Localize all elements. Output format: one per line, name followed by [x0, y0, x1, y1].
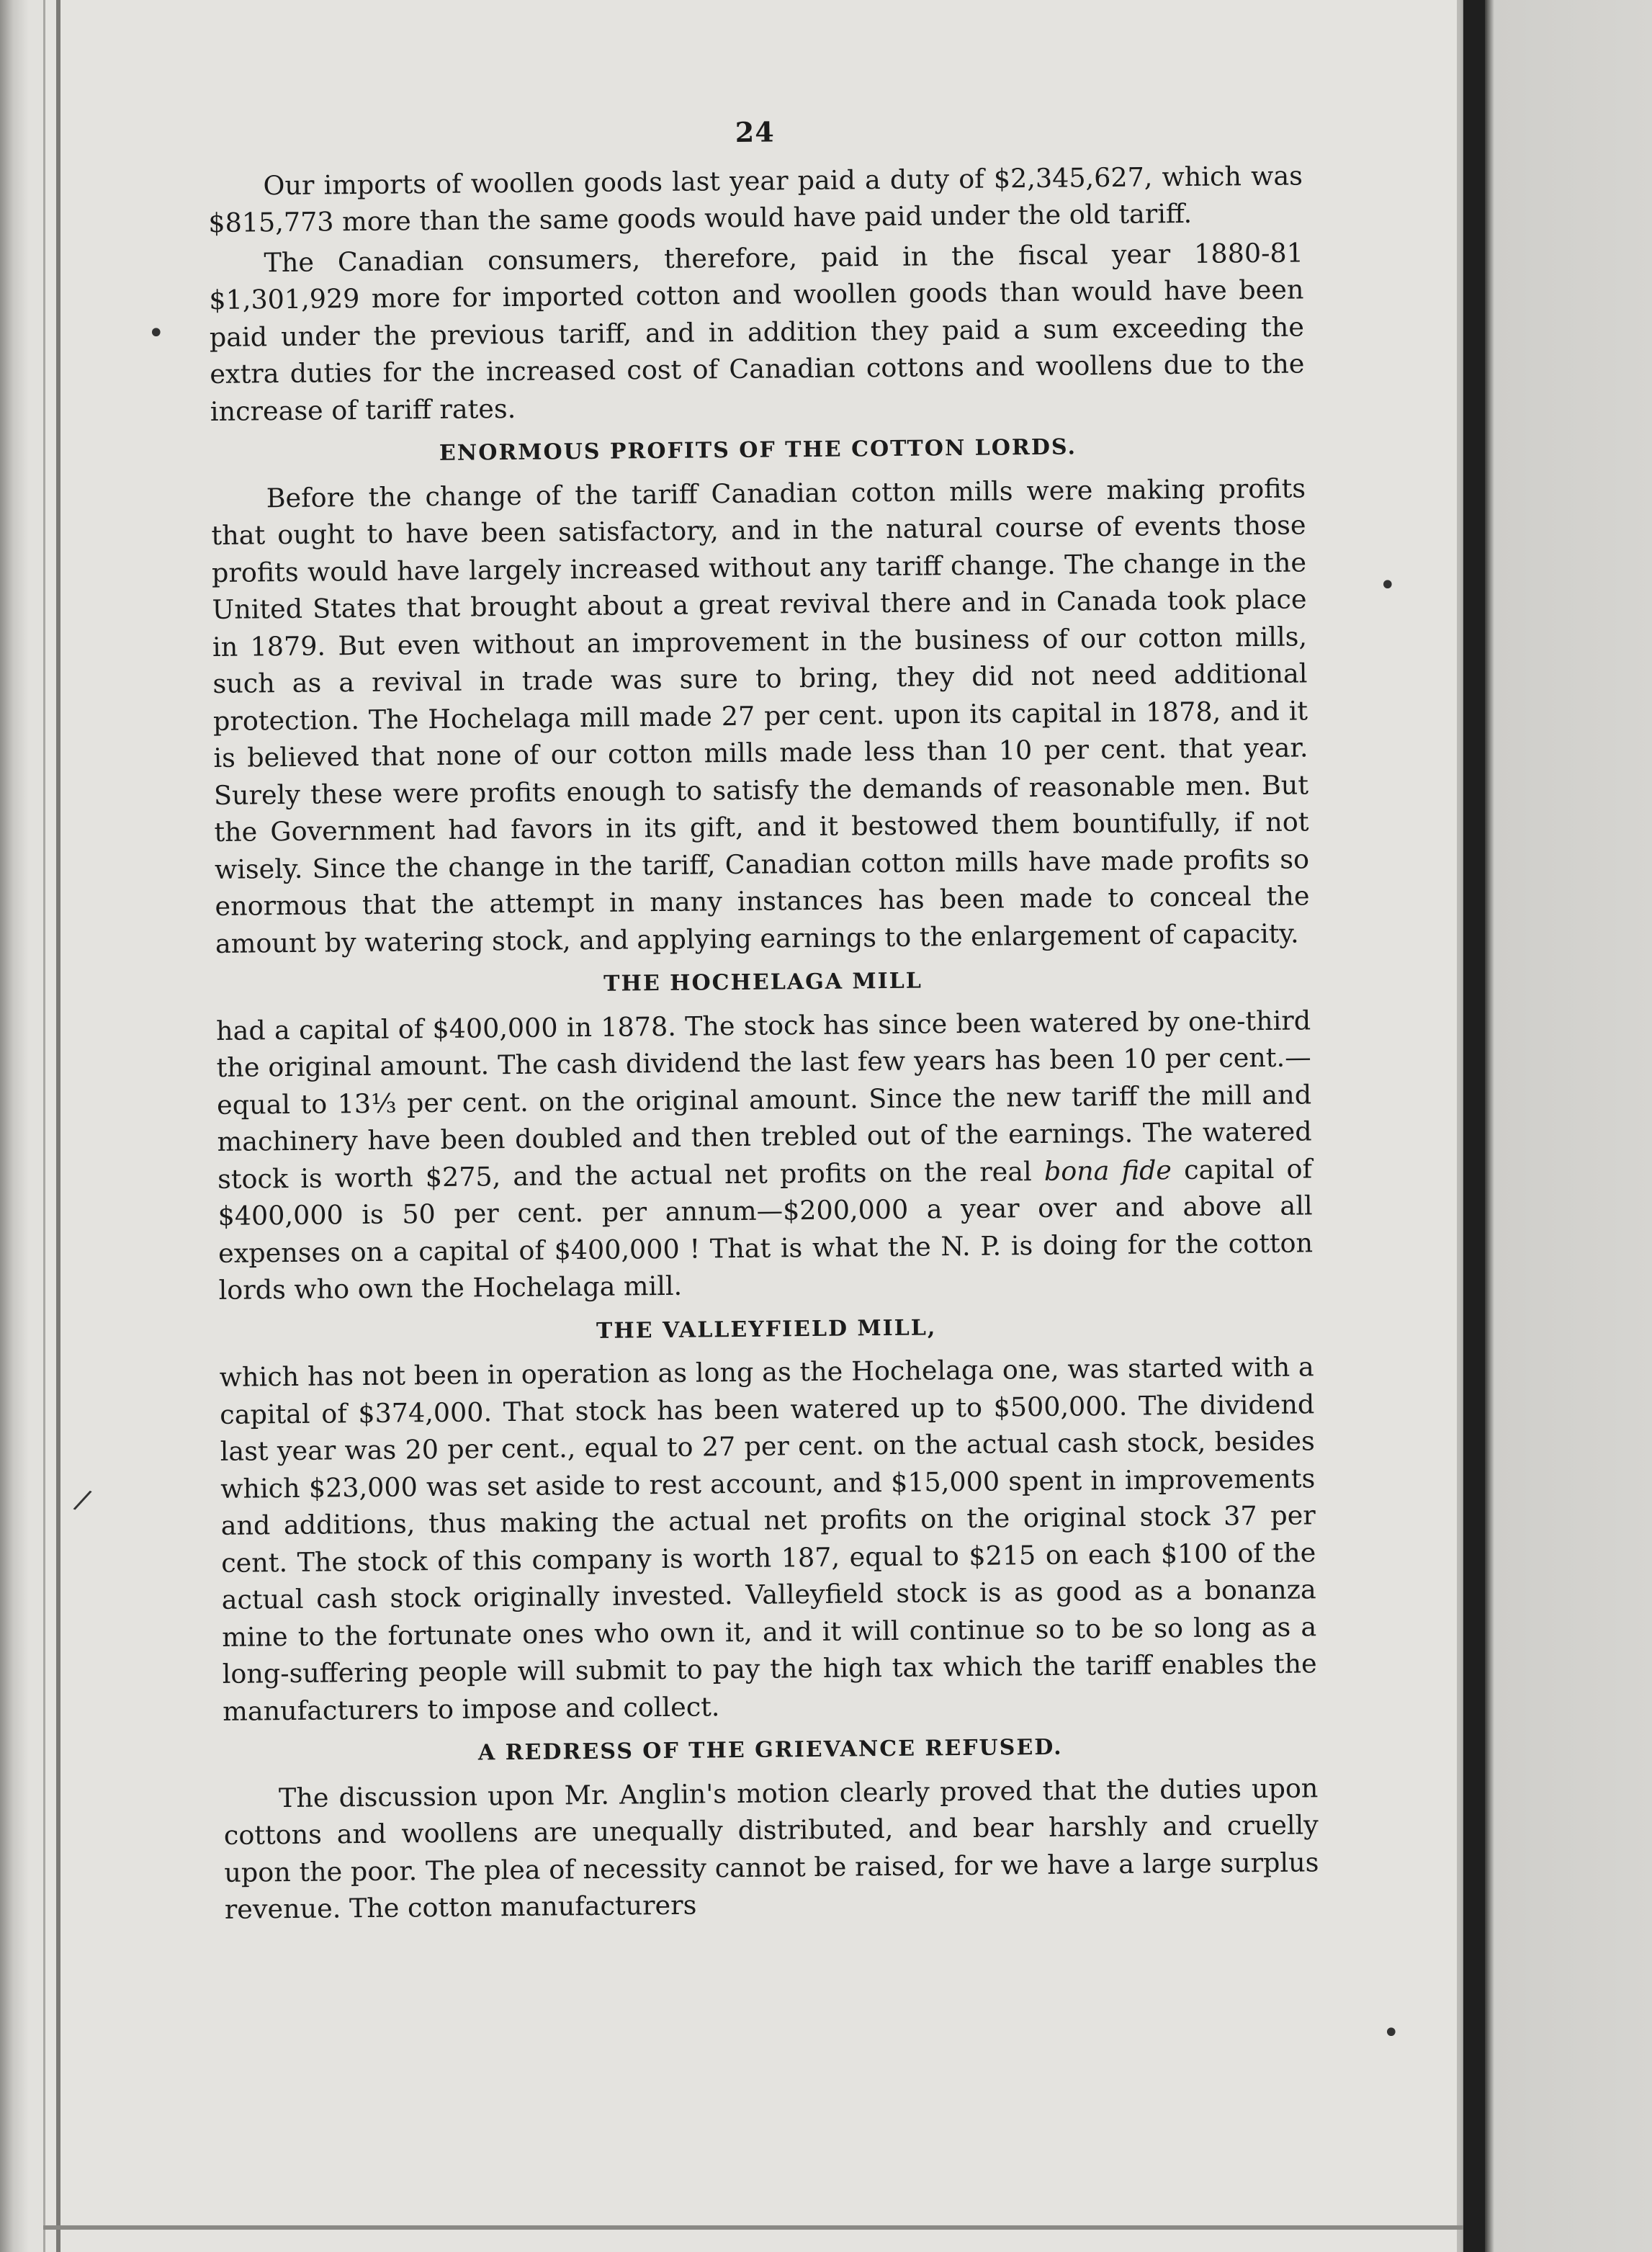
page-bottom-edge [43, 2225, 1463, 2230]
heading-hochelaga-mill: THE HOCHELAGA MILL [603, 968, 923, 997]
margin-speck: • [1383, 2017, 1400, 2050]
page-left-edge [56, 0, 60, 2252]
hochelaga-text-part2: capital of $400,000 is 50 per cent. per annum—$200,000 a year over and above all expenses on a capital of $400,000 ! That is what the N. P. is doing for the cotton lords who own the Hochelaga mill. [217, 1152, 1314, 1306]
page-text [207, 108, 1319, 1928]
paragraph-anglin-motion: The discussion upon Mr. Anglin's motion clearly proved that the duties upon cottons and woollens are unequally distributed, and bear harshly and cruelly upon the poor. The plea of necessity cannot be raised, for we have a large surplus revenue. The cotton manufacturers [223, 1772, 1319, 1925]
hochelaga-italic-bona-fide: bona fide [1043, 1154, 1172, 1187]
paragraph-hochelaga-mill [216, 1002, 1314, 1309]
hochelaga-text-part1: had a capital of $400,000 in 1878. The stock has since been watered by one-third the original amount. The cash dividend the last few years has been 10 per cent.—equal to 13⅓ per cent. on the original amount. Since the new tariff the mill and machinery have been doubled and then trebled out of the earnings. The watered stock is worth $275, and the actual net profits on the real [215, 1004, 1312, 1195]
heading-redress-refused: A REDRESS OF THE GRIEVANCE REFUSED. [477, 1734, 1063, 1766]
paragraph-woollen-imports: Our imports of woollen goods last year paid a duty of $2,345,627, which was $815,773 more than the same goods would have paid under the old tariff. [208, 159, 1303, 238]
margin-speck: • [148, 317, 165, 350]
margin-pencil-mark: / [71, 1483, 94, 1517]
paragraph-cotton-mill-profits: Before the change of the tariff Canadian cotton mills were making profits that ought to have been satisfactory, and in the natural course of events those profits would have largely increased without any tariff change. The change in the United States that brought about a great revival there and in Canada took place in 1879. But even without an improvement in the business of our cotton mills, such as a revival in trade was sure to bring, they did not need additional protection. The Hochelaga mill made 27 per cent. upon its capital in 1878, and it is believed that none of our cotton mills made less than 10 per cent. that year. Surely these were profits enough to satisfy the demands of reasonable men. But the Government had favors in its gift, and it bestowed them bountifully, if not wisely. Since the change in the tariff, Canadian cotton mills have made profits so enormous that the attempt in many instances has been made to conceal the amount by watering stock, and applying earnings to the enlargement of capacity. [211, 472, 1310, 959]
paragraph-valleyfield-mill: which has not been in operation as long as the Hochelaga one, was started with a capital of $374,000. That stock has been watered up to $500,000. The dividend last year was 20 per cent., equal to 27 per cent. on the actual cash stock, besides which $23,000 was set aside to rest account, and $15,000 spent in improvements and additions, thus making the actual net profits on the original stock 37 per cent. The stock of this company is worth 187, equal to $215 on each $100 of the actual cash stock originally invested. Valleyfield stock is as good as a bonanza mine to the fortunate ones who own it, and it will continue so to be so long as a long-suffering people will submit to pay the high tax which the tariff enables the manufacturers to impose and collect. [219, 1351, 1317, 1727]
page-number: 24 [735, 115, 775, 148]
heading-valleyfield-mill: THE VALLEYFIELD MILL, [596, 1314, 937, 1344]
paragraph-canadian-consumers: The Canadian consumers, therefore, paid in the fiscal year 1880-81 $1,301,929 more for imported cotton and woollen goods than would have been paid under the previous tariff, and in addition they paid a sum exceeding the extra duties for the increased cost of Canadian cottons and woollens due to the increase of tariff rates. [209, 236, 1305, 427]
book-gutter [1463, 0, 1485, 2252]
margin-speck: • [1379, 569, 1396, 602]
heading-enormous-profits: ENORMOUS PROFITS OF THE COTTON LORDS. [439, 434, 1077, 466]
